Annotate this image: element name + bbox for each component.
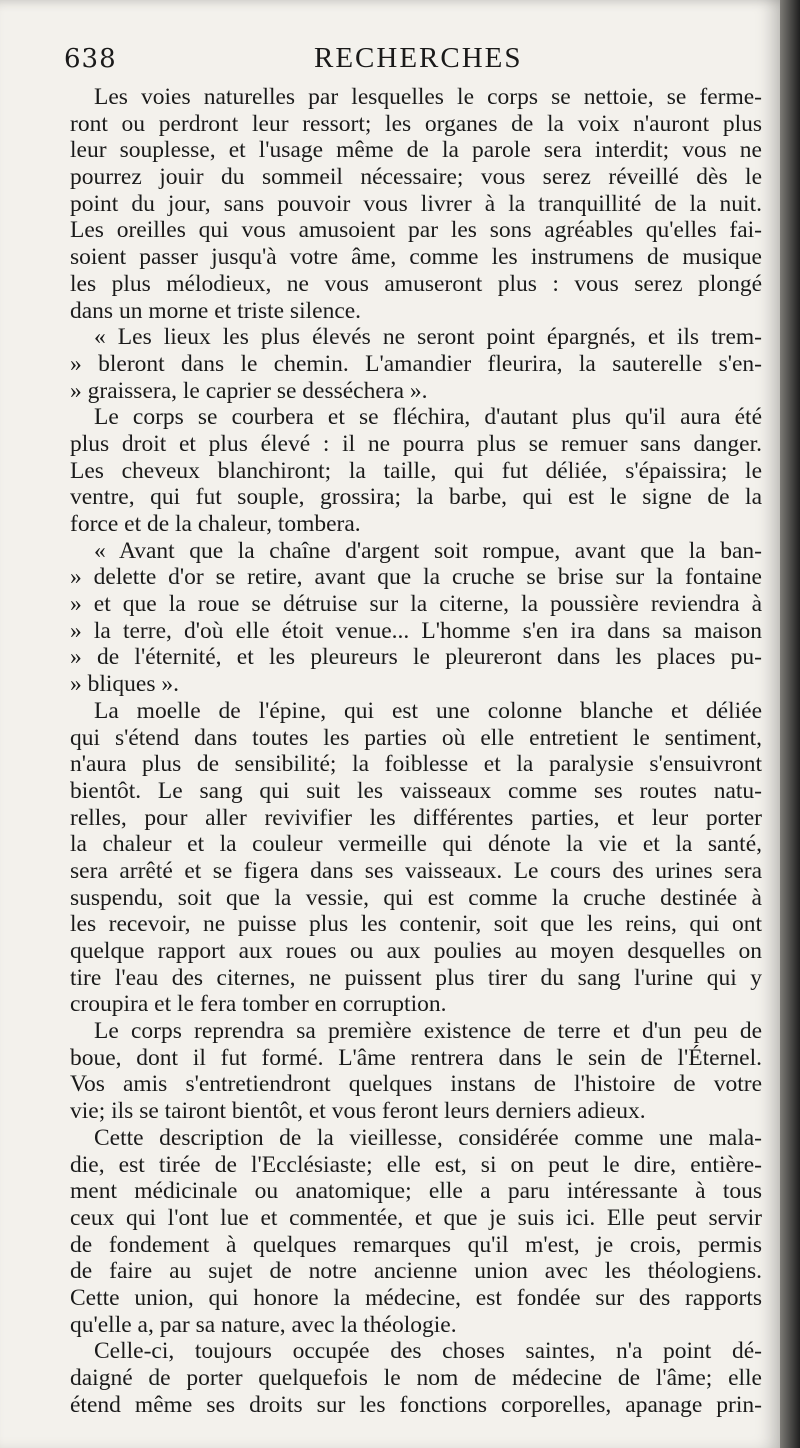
text-line: Les voies naturelles par lesquelles le corps se nettoie, se ferme- — [94, 84, 762, 110]
text-line: die, est tirée de l'Ecclésiaste; elle est, si on peut le dire, entière- — [70, 1151, 762, 1178]
text-line: daigné de porter quelquefois le nom de médecine de l'âme; elle — [70, 1365, 762, 1391]
text-line: les recevoir, ne puisse plus les contenir, soit que les reins, qui ont — [70, 911, 762, 938]
text-line: » graissera, le caprier se desséchera ». — [70, 377, 428, 404]
book-spine-shadow — [780, 0, 800, 1448]
text-line: vie; ils se tairont bientôt, et vous feront leurs derniers adieux. — [70, 1098, 646, 1125]
text-line: dans un morne et triste silence. — [70, 297, 362, 324]
text-line: leur souplesse, et l'usage même de la parole sera interdit; vous ne — [70, 137, 762, 164]
text-line: n'aura plus de sensibilité; la foiblesse et la paralysie s'ensuivront — [70, 751, 762, 778]
text-line: croupira et le fera tomber en corruption. — [70, 991, 447, 1018]
text-line: Vos amis s'entretiendront quelques instans de l'histoire de votre — [70, 1071, 762, 1098]
text-line: bientôt. Le sang qui suit les vaisseaux comme ses routes natu- — [70, 777, 762, 804]
text-line: point du jour, sans pouvoir vous livrer à la tranquillité de la nuit. — [70, 190, 762, 217]
text-line: étend même ses droits sur les fonctions corporelles, apanage prin- — [70, 1391, 762, 1418]
text-line: qui s'étend dans toutes les parties où elle entretient le sentiment, — [70, 724, 762, 751]
text-line: Cette union, qui honore la médecine, est fondée sur des rapports — [70, 1284, 762, 1311]
text-line: ventre, qui fut souple, grossira; la barbe, qui est le signe de la — [70, 484, 762, 511]
text-line: ment médicinale ou anatomique; elle a paru intéressante à tous — [70, 1178, 762, 1205]
text-line: plus droit et plus élevé : il ne pourra plus se remuer sans danger. — [70, 430, 762, 457]
text-line: de faire au sujet de notre ancienne union avec les théologiens. — [70, 1258, 762, 1285]
body-text — [70, 84, 762, 1418]
text-line: force et de la chaleur, tombera. — [70, 511, 361, 537]
text-line: » bleront dans le chemin. L'amandier fleurira, la sauterelle s'en- — [70, 350, 762, 377]
text-line: » de l'éternité, et les pleureurs le pleureront dans les places pu- — [70, 644, 762, 671]
text-line: qu'elle a, par sa nature, avec la théologie. — [70, 1311, 457, 1338]
text-line: suspendu, soit que la vessie, qui est comme la cruche destinée à — [70, 884, 762, 911]
text-line: » delette d'or se retire, avant que la cruche se brise sur la fontaine — [70, 564, 762, 591]
page-number: 638 — [64, 44, 117, 74]
text-line: sera arrêté et se figera dans ses vaisseaux. Le cours des urines sera — [70, 857, 762, 884]
text-line: de fondement à quelques remarques qu'il m'est, je crois, permis — [70, 1231, 762, 1258]
text-line: les plus mélodieux, ne vous amuseront plus : vous serez plongé — [70, 270, 762, 297]
text-line: » la terre, d'où elle étoit venue... L'homme s'en ira dans sa maison — [70, 617, 762, 644]
text-line: » et que la roue se détruise sur la citerne, la poussière reviendra à — [70, 591, 762, 618]
text-line: La moelle de l'épine, qui est une colonne blanche et déliée — [94, 697, 762, 724]
text-line: Celle-ci, toujours occupée des choses saintes, n'a point dé- — [94, 1338, 762, 1365]
text-line: soient passer jusqu'à votre âme, comme les instrumens de musique — [70, 244, 762, 271]
running-head: RECHERCHES — [314, 42, 523, 74]
text-line: relles, pour aller revivifier les différentes parties, et leur porter — [70, 804, 762, 831]
text-line: « Les lieux les plus élevés ne seront point épargnés, et ils trem- — [94, 324, 762, 351]
text-line: Cette description de la vieillesse, considérée comme une mala- — [94, 1124, 762, 1151]
text-line: pourrez jouir du sommeil nécessaire; vous serez réveillé dès le — [70, 164, 762, 191]
text-line: la chaleur et la couleur vermeille qui dénote la vie et la santé, — [70, 831, 762, 858]
text-line: tire l'eau des citernes, ne puissent plus tirer du sang l'urine qui y — [70, 964, 762, 991]
text-line: » bliques ». — [70, 671, 180, 698]
text-line: « Avant que la chaîne d'argent soit rompue, avant que la ban- — [94, 537, 762, 564]
text-line: boue, dont il fut formé. L'âme rentrera dans le sein de l'Éternel. — [70, 1044, 762, 1071]
text-line: quelque rapport aux roues ou aux poulies au moyen desquelles on — [70, 938, 762, 964]
text-line: Les cheveux blanchiront; la taille, qui fut déliée, s'épaissira; le — [70, 457, 762, 484]
text-line: ront ou perdront leur ressort; les organes de la voix n'auront plus — [70, 110, 762, 137]
page-header — [64, 40, 764, 80]
text-line: Les oreilles qui vous amusoient par les sons agréables qu'elles fai- — [70, 217, 762, 244]
text-line: ceux qui l'ont lue et commentée, et que je suis ici. Elle peut servir — [70, 1204, 762, 1231]
text-line: Le corps se courbera et se fléchira, d'autant plus qu'il aura été — [94, 404, 762, 431]
text-line: Le corps reprendra sa première existence de terre et d'un peu de — [94, 1018, 762, 1045]
